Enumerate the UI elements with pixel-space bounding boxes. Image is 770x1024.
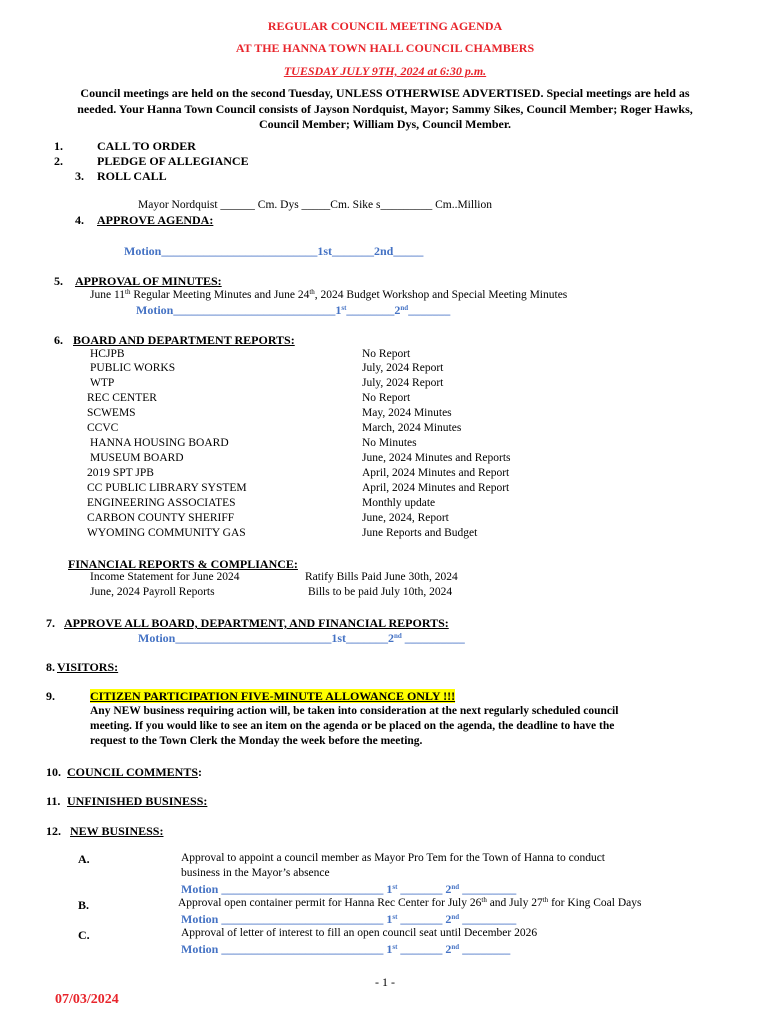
item-10-title: COUNCIL COMMENTS: bbox=[67, 765, 203, 779]
item-12-title: NEW BUSINESS: bbox=[70, 824, 164, 838]
intro-line-1: Council meetings are held on the second Tuesday, UNLESS OTHERWISE ADVERTISED. Special meetings are held as bbox=[80, 86, 690, 100]
roll-call-line: Mayor Nordquist ______ Cm. Dys _____Cm. Sike s_________ Cm..Million bbox=[138, 199, 492, 211]
report-status: June, 2024, Report bbox=[362, 512, 449, 524]
report-name: 2019 SPT JPB bbox=[87, 467, 154, 479]
intro-line-3: Council Member; William Dys, Council Member. bbox=[258, 117, 512, 131]
item-2-title: PLEDGE OF ALLEGIANCE bbox=[97, 154, 249, 168]
item-6-title: BOARD AND DEPARTMENT REPORTS: bbox=[73, 333, 295, 347]
item-11-title: UNFINISHED BUSINESS: bbox=[67, 794, 208, 808]
new-business-a-label: A. bbox=[78, 852, 90, 866]
financial-heading: FINANCIAL REPORTS & COMPLIANCE: bbox=[68, 557, 298, 571]
new-business-b-label: B. bbox=[78, 898, 90, 912]
report-status: July, 2024 Report bbox=[362, 377, 444, 389]
item-1-title: CALL TO ORDER bbox=[97, 139, 196, 153]
agenda-title: REGULAR COUNCIL MEETING AGENDA bbox=[267, 19, 503, 33]
report-status: June, 2024 Minutes and Reports bbox=[362, 452, 511, 464]
new-business-a-motion: Motion ___________________________ 1st _______ 2nd _________ bbox=[181, 882, 517, 896]
intro-line-2: needed. Your Hanna Town Council consists of Jayson Nordquist, Mayor; Sammy Sikes, Council Member; Roger Hawks, bbox=[77, 102, 693, 116]
page-number: - 1 - bbox=[375, 975, 395, 989]
report-status: April, 2024 Minutes and Report bbox=[362, 482, 510, 494]
report-name: HANNA HOUSING BOARD bbox=[90, 437, 229, 449]
report-name: HCJPB bbox=[90, 348, 125, 360]
item-9-title: CITIZEN PARTICIPATION FIVE-MINUTE ALLOWANCE ONLY !!! bbox=[90, 689, 456, 703]
item-12-number: 12. bbox=[46, 824, 61, 838]
item-9-number: 9. bbox=[46, 689, 55, 703]
item-11-number: 11. bbox=[46, 794, 61, 808]
report-name: WYOMING COMMUNITY GAS bbox=[87, 527, 246, 539]
item-5-title: APPROVAL OF MINUTES: bbox=[75, 274, 222, 288]
item-5-motion: Motion___________________________1st________2nd_______ bbox=[136, 303, 451, 317]
new-business-c-text: Approval of letter of interest to fill an open council seat until December 2026 bbox=[181, 927, 538, 939]
item-4-title: APPROVE AGENDA: bbox=[97, 213, 214, 227]
item-3-title: ROLL CALL bbox=[97, 169, 167, 183]
item-2-number: 2. bbox=[54, 154, 63, 168]
report-status: No Report bbox=[362, 348, 411, 360]
new-business-b-motion: Motion ___________________________ 1st _______ 2nd _________ bbox=[181, 912, 517, 926]
item-8-title: VISITORS: bbox=[57, 660, 119, 674]
report-name: CC PUBLIC LIBRARY SYSTEM bbox=[87, 482, 247, 494]
footer-date: 07/03/2024 bbox=[55, 992, 119, 1007]
report-status: April, 2024 Minutes and Report bbox=[362, 467, 510, 479]
item-4-motion: Motion__________________________1st_______2nd_____ bbox=[124, 244, 424, 258]
item-7-number: 7. bbox=[46, 616, 55, 630]
report-name: REC CENTER bbox=[87, 392, 157, 404]
report-name: MUSEUM BOARD bbox=[90, 452, 184, 464]
item-3-number: 3. bbox=[75, 169, 84, 183]
item-1-number: 1. bbox=[54, 139, 63, 153]
report-status: Monthly update bbox=[362, 497, 436, 509]
report-status: No Report bbox=[362, 392, 411, 404]
new-business-a-line-2: business in the Mayor’s absence bbox=[181, 867, 330, 879]
financial-income-statement: Income Statement for June 2024 bbox=[90, 571, 240, 583]
new-business-c-label: C. bbox=[78, 928, 90, 942]
financial-payroll: June, 2024 Payroll Reports bbox=[90, 586, 215, 598]
item-7-motion: Motion__________________________1st_______2nd __________ bbox=[138, 631, 465, 645]
item-4-number: 4. bbox=[75, 213, 84, 227]
agenda-date: TUESDAY JULY 9TH, 2024 at 6:30 p.m. bbox=[283, 64, 487, 78]
financial-ratify-bills: Ratify Bills Paid June 30th, 2024 bbox=[305, 571, 458, 583]
report-name: ENGINEERING ASSOCIATES bbox=[87, 497, 236, 509]
item-5-number: 5. bbox=[54, 274, 63, 288]
new-business-c-motion: Motion ___________________________ 1st _______ 2nd ________ bbox=[181, 942, 511, 956]
item-9-description: Any NEW business requiring action will, be taken into consideration at the next regularly scheduled council meeting. If you would like to see an item on the agenda or be placed on the agenda, the deadline to have the request to the Town Clerk the Monday the week before the meeting. bbox=[90, 705, 619, 747]
item-7-title: APPROVE ALL BOARD, DEPARTMENT, AND FINANCIAL REPORTS: bbox=[64, 616, 449, 630]
report-status: May, 2024 Minutes bbox=[362, 407, 452, 419]
report-name: CCVC bbox=[87, 422, 119, 434]
financial-bills-to-pay: Bills to be paid July 10th, 2024 bbox=[308, 586, 453, 598]
new-business-b-text: Approval open container permit for Hanna Rec Center for July 26th and July 27th for King Coal Days bbox=[178, 896, 642, 909]
minutes-line: June 11th Regular Meeting Minutes and June 24th, 2024 Budget Workshop and Special Meeting Minutes bbox=[90, 288, 568, 301]
agenda-location: AT THE HANNA TOWN HALL COUNCIL CHAMBERS bbox=[235, 41, 535, 55]
item-8-number: 8. bbox=[46, 660, 55, 674]
report-name: SCWEMS bbox=[87, 407, 136, 419]
item-6-number: 6. bbox=[54, 333, 63, 347]
report-name: CARBON COUNTY SHERIFF bbox=[87, 512, 235, 524]
item-10-number: 10. bbox=[46, 765, 61, 779]
report-name: WTP bbox=[90, 377, 115, 389]
report-status: June Reports and Budget bbox=[362, 527, 478, 539]
report-status: March, 2024 Minutes bbox=[362, 422, 462, 434]
report-name: PUBLIC WORKS bbox=[90, 362, 176, 374]
new-business-a-line-1: Approval to appoint a council member as Mayor Pro Tem for the Town of Hanna to conduct bbox=[181, 852, 606, 864]
report-status: No Minutes bbox=[362, 437, 417, 449]
report-status: July, 2024 Report bbox=[362, 362, 444, 374]
